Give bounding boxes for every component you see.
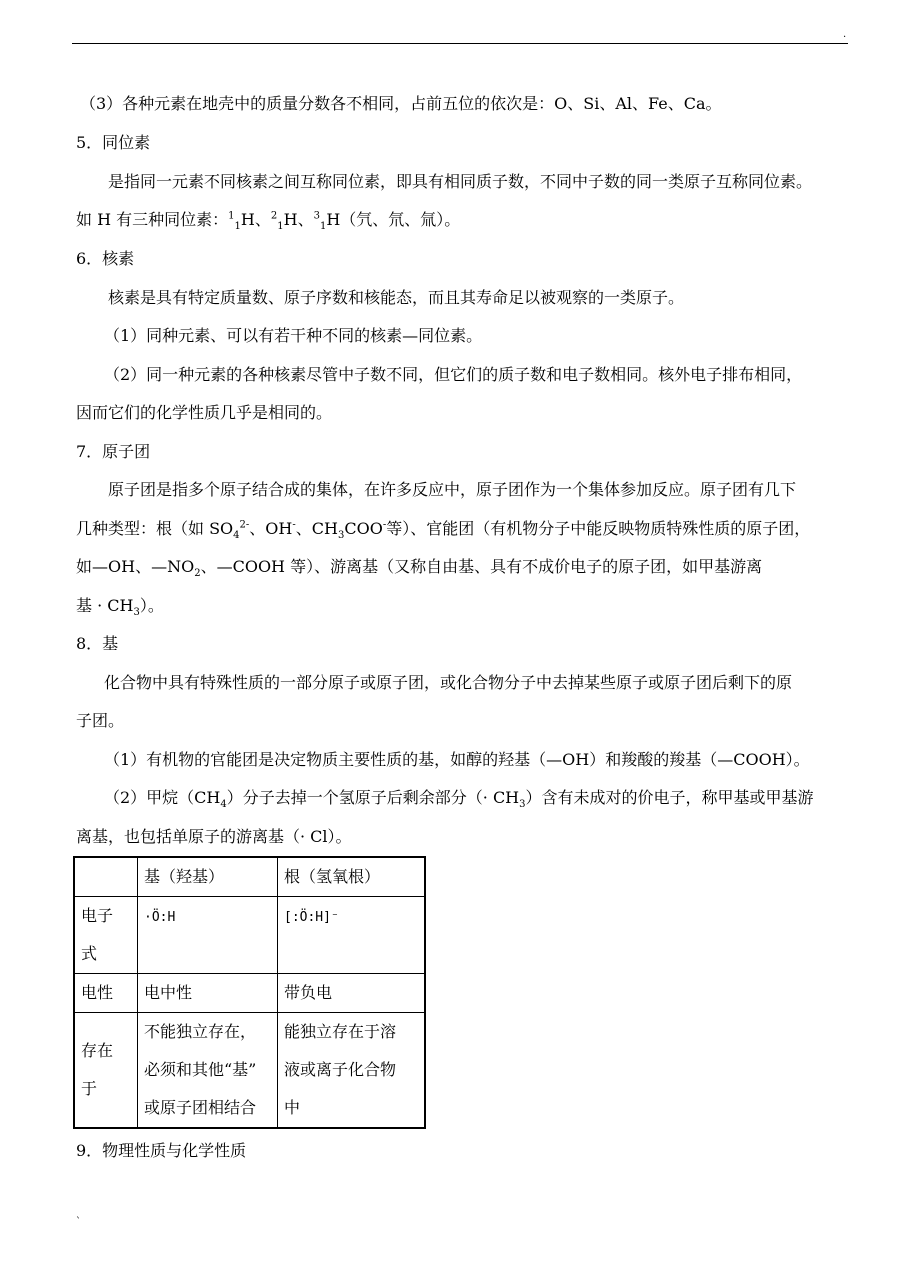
table-row [74, 897, 425, 974]
header-rule [72, 43, 848, 44]
paragraph-line: （1）有机物的官能团是决定物质主要性质的基，如醇的羟基（—OH）和羧酸的羧基（—COOH）。 [104, 750, 810, 769]
table-cell: 带负电 [278, 974, 426, 1013]
paragraph-line: （3）各种元素在地壳中的质量分数各不相同，占前五位的依次是：O、Si、Al、Fe、Ca。 [80, 94, 722, 113]
paragraph-line: 化合物中具有特殊性质的一部分原子或原子团，或化合物分子中去掉某些原子或原子团后剩下的原 [104, 673, 793, 692]
section-heading-radical: 8．基 [76, 634, 119, 653]
paragraph-line: 是指同一元素不同核素之间互称同位素，即具有相同质子数，不同中子数的同一类原子互称同位素。 [108, 172, 813, 191]
paragraph-line: 子团。 [76, 711, 125, 730]
table-cell: 电中性 [138, 974, 278, 1013]
table-header-cell [74, 857, 138, 897]
table-header-cell: 基（羟基） [138, 857, 278, 897]
section-heading-properties: 9．物理性质与化学性质 [76, 1141, 247, 1160]
paragraph-line: 如—OH、$—NO_2$、—COOH 等）、游离基（又称自由基、具有不成价电子的原子团，如甲基游离 [76, 557, 763, 580]
section-heading-nuclide: 6．核素 [76, 249, 135, 268]
comparison-table [73, 856, 426, 1129]
hydroxyl-lewis-structure: ·Ö:H [144, 910, 176, 925]
paragraph-line: 基 · $CH_3$）。 [76, 596, 164, 619]
section-heading-atomic-group: 7．原子团 [76, 442, 151, 461]
header-dot: . [843, 29, 847, 40]
paragraph-line: 几种类型：根（如 $SO_4^{2-}$、OH-、$CH_3COO^-$等）、官能团（有机物分子中能反映物质特殊性质的原子团， [76, 519, 811, 542]
paragraph-line: 离基，也包括单原子的游离基（· Cl）。 [76, 827, 352, 846]
table-row-label: 电子 式 [74, 897, 138, 974]
footer-dot: ` [76, 1217, 81, 1228]
paragraph-line: （1）同种元素、可以有若干种不同的核素—同位素。 [104, 326, 483, 345]
table-row-label: 电性 [74, 974, 138, 1013]
hydroxide-lewis-structure: [:Ö:H]⁻ [284, 910, 339, 925]
table-row [74, 974, 425, 1013]
table-cell [278, 897, 426, 974]
section-heading-isotope: 5．同位素 [76, 133, 151, 152]
paragraph-line: 原子团是指多个原子结合成的集体，在许多反应中，原子团作为一个集体参加反应。原子团有几下 [108, 480, 797, 499]
paragraph-line: （2）甲烷$(CH_4)$分子去掉一个氢原子后剩余部分（· $CH_3$）含有未成对的价电子，称甲基或甲基游 [104, 788, 814, 811]
table-cell: 不能独立存在， 必须和其他“基” 或原子团相结合 [138, 1013, 278, 1129]
table-header-cell: 根（氢氧根） [278, 857, 426, 897]
table-row-label: 存在 于 [74, 1013, 138, 1129]
table-header-row [74, 857, 425, 897]
paragraph-line: 核素是具有特定质量数、原子序数和核能态，而且其寿命足以被观察的一类原子。 [108, 288, 685, 307]
table-cell: 能独立存在于溶 液或离子化合物 中 [278, 1013, 426, 1129]
table-cell [138, 897, 278, 974]
paragraph-line: （2）同一种元素的各种核素尽管中子数不同，但它们的质子数和电子数相同。核外电子排布相同， [104, 365, 803, 384]
paragraph-line: 如 H 有三种同位素：$^1_1$H、$^2_1$H、$^3_1$H（氕、氘、氚）。 [76, 210, 461, 233]
table-row [74, 1013, 425, 1129]
paragraph-line: 因而它们的化学性质几乎是相同的。 [76, 403, 333, 422]
